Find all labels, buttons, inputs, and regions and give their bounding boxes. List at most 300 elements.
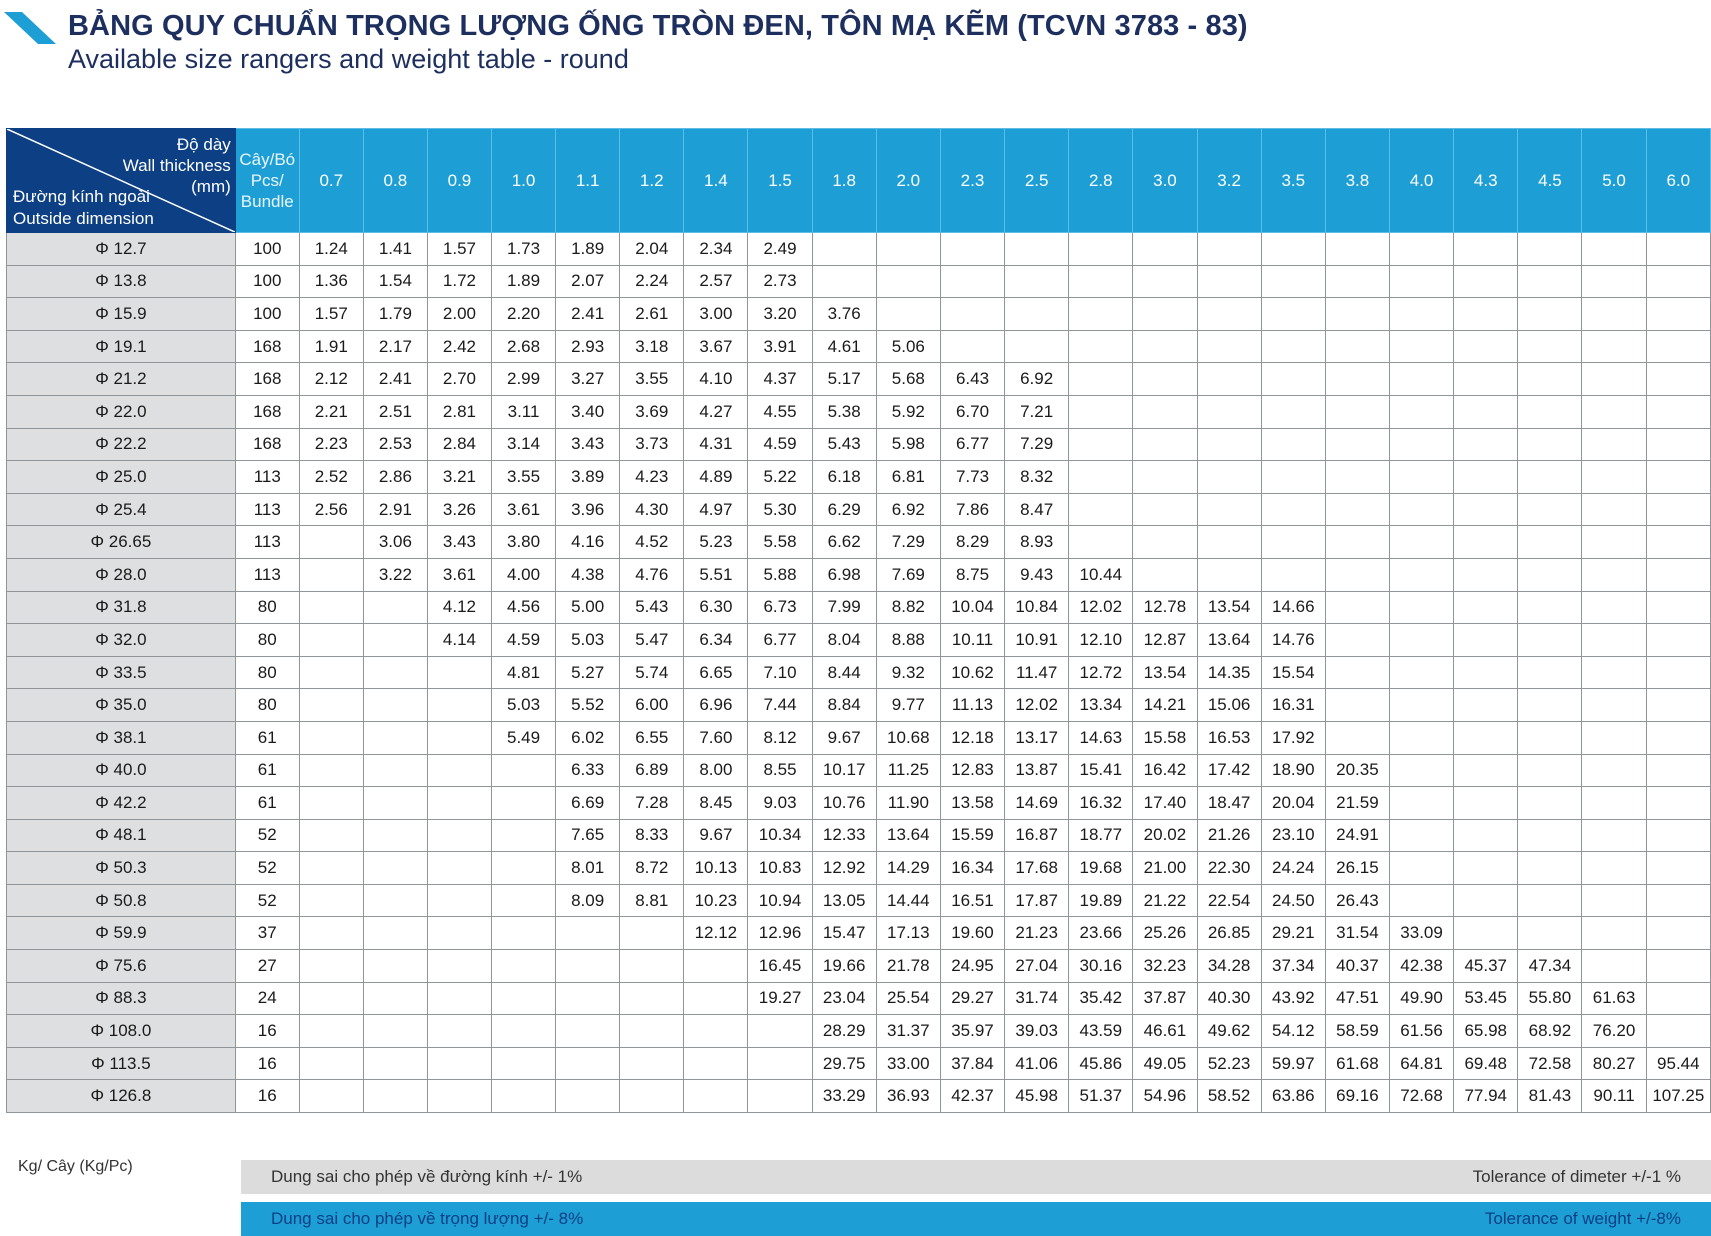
weight-cell: [1197, 428, 1261, 461]
weight-cell: [427, 819, 491, 852]
thickness-header: 1.8: [812, 129, 876, 233]
weight-cell: 10.04: [940, 591, 1004, 624]
weight-cell: 4.30: [620, 493, 684, 526]
weight-cell: 5.49: [492, 721, 556, 754]
weight-cell: 6.73: [748, 591, 812, 624]
weight-cell: 9.03: [748, 787, 812, 820]
weight-cell: [940, 233, 1004, 266]
pcs-per-bundle-cell: 113: [235, 493, 299, 526]
table-row: [7, 884, 1711, 917]
weight-cell: [299, 591, 363, 624]
weight-cell: [1261, 558, 1325, 591]
weight-cell: 7.28: [620, 787, 684, 820]
weight-cell: 6.62: [812, 526, 876, 559]
weight-cell: 39.03: [1005, 1015, 1069, 1048]
weight-cell: [1390, 330, 1454, 363]
weight-cell: 5.74: [620, 656, 684, 689]
weight-cell: 10.44: [1069, 558, 1133, 591]
table-row: [7, 1080, 1711, 1113]
weight-cell: [1646, 461, 1710, 494]
thickness-header: 3.0: [1133, 129, 1197, 233]
weight-cell: [1646, 787, 1710, 820]
pcs-per-bundle-cell: 24: [235, 982, 299, 1015]
weight-cell: 29.27: [940, 982, 1004, 1015]
weight-cell: [1582, 721, 1646, 754]
weight-cell: 2.86: [363, 461, 427, 494]
weight-cell: [363, 787, 427, 820]
outside-dimension-cell: Φ 25.0: [7, 461, 236, 494]
weight-cell: [1005, 330, 1069, 363]
weight-cell: [1518, 624, 1582, 657]
weight-cell: 5.06: [876, 330, 940, 363]
weight-cell: 2.07: [556, 265, 620, 298]
pcs-header-line1: Cây/Bó: [239, 150, 296, 169]
weight-cell: [299, 624, 363, 657]
weight-cell: [1582, 265, 1646, 298]
outside-dimension-cell: Φ 19.1: [7, 330, 236, 363]
weight-cell: 15.58: [1133, 721, 1197, 754]
weight-cell: 6.43: [940, 363, 1004, 396]
weight-cell: [556, 917, 620, 950]
weight-cell: 6.70: [940, 395, 1004, 428]
weight-cell: 2.93: [556, 330, 620, 363]
weight-cell: 1.57: [299, 298, 363, 331]
weight-cell: [1454, 884, 1518, 917]
weight-cell: 7.10: [748, 656, 812, 689]
weight-cell: 1.41: [363, 233, 427, 266]
weight-cell: 61.56: [1390, 1015, 1454, 1048]
weight-cell: [1325, 363, 1389, 396]
weight-cell: 43.59: [1069, 1015, 1133, 1048]
weight-cell: 51.37: [1069, 1080, 1133, 1113]
weight-cell: [1646, 819, 1710, 852]
weight-cell: 5.98: [876, 428, 940, 461]
weight-cell: [1518, 787, 1582, 820]
weight-cell: [1518, 591, 1582, 624]
weight-cell: [1133, 558, 1197, 591]
weight-cell: 3.80: [492, 526, 556, 559]
table-row: [7, 298, 1711, 331]
weight-cell: [620, 917, 684, 950]
weight-cell: [1069, 363, 1133, 396]
weight-cell: 2.04: [620, 233, 684, 266]
weight-cell: 12.87: [1133, 624, 1197, 657]
weight-cell: [1646, 265, 1710, 298]
weight-cell: [1390, 754, 1454, 787]
outside-dimension-cell: Φ 40.0: [7, 754, 236, 787]
weight-cell: 16.34: [940, 852, 1004, 885]
weight-cell: 1.54: [363, 265, 427, 298]
weight-cell: 45.86: [1069, 1047, 1133, 1080]
weight-cell: [1390, 526, 1454, 559]
weight-table: [6, 128, 1711, 1113]
thickness-header: 1.0: [492, 129, 556, 233]
weight-cell: 15.54: [1261, 656, 1325, 689]
weight-cell: [748, 1080, 812, 1113]
weight-cell: [1390, 493, 1454, 526]
weight-cell: [1390, 363, 1454, 396]
weight-cell: 7.99: [812, 591, 876, 624]
corner-top-line2: Wall thickness: [122, 156, 231, 175]
outside-dimension-cell: Φ 113.5: [7, 1047, 236, 1080]
weight-cell: [1197, 558, 1261, 591]
weight-cell: [1069, 526, 1133, 559]
weight-cell: 14.21: [1133, 689, 1197, 722]
weight-cell: [1069, 395, 1133, 428]
weight-cell: [1454, 852, 1518, 885]
weight-cell: [427, 787, 491, 820]
weight-cell: 3.43: [556, 428, 620, 461]
weight-cell: 3.14: [492, 428, 556, 461]
weight-cell: [1133, 298, 1197, 331]
weight-cell: 2.20: [492, 298, 556, 331]
weight-cell: 4.23: [620, 461, 684, 494]
weight-cell: [1325, 330, 1389, 363]
weight-cell: [1261, 233, 1325, 266]
weight-cell: [427, 884, 491, 917]
weight-cell: 2.00: [427, 298, 491, 331]
weight-cell: [1454, 624, 1518, 657]
weight-cell: 12.10: [1069, 624, 1133, 657]
weight-cell: 36.93: [876, 1080, 940, 1113]
pcs-per-bundle-cell: 168: [235, 428, 299, 461]
weight-cell: [1005, 265, 1069, 298]
weight-cell: 5.00: [556, 591, 620, 624]
weight-cell: 4.16: [556, 526, 620, 559]
thickness-header: 4.3: [1454, 129, 1518, 233]
weight-cell: 45.37: [1454, 950, 1518, 983]
weight-cell: [1518, 656, 1582, 689]
outside-dimension-cell: Φ 26.65: [7, 526, 236, 559]
weight-cell: 12.12: [684, 917, 748, 950]
pcs-per-bundle-cell: 100: [235, 265, 299, 298]
weight-cell: [1646, 363, 1710, 396]
weight-cell: [1069, 265, 1133, 298]
weight-cell: 2.84: [427, 428, 491, 461]
pcs-per-bundle-cell: 168: [235, 363, 299, 396]
weight-cell: [299, 819, 363, 852]
weight-cell: 6.02: [556, 721, 620, 754]
thickness-header: 0.9: [427, 129, 491, 233]
weight-cell: 77.94: [1454, 1080, 1518, 1113]
weight-cell: [299, 787, 363, 820]
weight-cell: 24.95: [940, 950, 1004, 983]
weight-cell: 53.45: [1454, 982, 1518, 1015]
weight-cell: 24.91: [1325, 819, 1389, 852]
weight-cell: 10.68: [876, 721, 940, 754]
weight-cell: [748, 1047, 812, 1080]
weight-cell: 25.54: [876, 982, 940, 1015]
weight-cell: [620, 950, 684, 983]
outside-dimension-label: [13, 186, 154, 230]
weight-cell: [1518, 493, 1582, 526]
weight-cell: 31.74: [1005, 982, 1069, 1015]
weight-cell: 3.11: [492, 395, 556, 428]
weight-cell: 12.83: [940, 754, 1004, 787]
weight-cell: 5.17: [812, 363, 876, 396]
weight-cell: [1582, 558, 1646, 591]
weight-cell: [1646, 852, 1710, 885]
weight-cell: 58.59: [1325, 1015, 1389, 1048]
weight-cell: 10.62: [940, 656, 1004, 689]
weight-cell: [1646, 656, 1710, 689]
weight-cell: 63.86: [1261, 1080, 1325, 1113]
outside-dimension-cell: Φ 48.1: [7, 819, 236, 852]
weight-cell: [1582, 233, 1646, 266]
weight-cell: [1390, 624, 1454, 657]
weight-cell: 19.60: [940, 917, 1004, 950]
weight-cell: 14.76: [1261, 624, 1325, 657]
weight-cell: [427, 950, 491, 983]
weight-cell: [427, 1015, 491, 1048]
weight-cell: 4.59: [748, 428, 812, 461]
weight-cell: 9.67: [812, 721, 876, 754]
corner-header: [7, 129, 236, 233]
weight-cell: 8.00: [684, 754, 748, 787]
weight-cell: 16.32: [1069, 787, 1133, 820]
table-row: [7, 591, 1711, 624]
weight-cell: [940, 298, 1004, 331]
weight-cell: 16.31: [1261, 689, 1325, 722]
weight-cell: 59.97: [1261, 1047, 1325, 1080]
weight-cell: 16.45: [748, 950, 812, 983]
weight-cell: [299, 1015, 363, 1048]
weight-cell: [1133, 233, 1197, 266]
weight-cell: 2.23: [299, 428, 363, 461]
weight-cell: [427, 689, 491, 722]
weight-cell: [1582, 591, 1646, 624]
weight-cell: [1518, 754, 1582, 787]
weight-cell: 7.60: [684, 721, 748, 754]
outside-dimension-cell: Φ 15.9: [7, 298, 236, 331]
weight-cell: 1.89: [492, 265, 556, 298]
weight-cell: [1518, 852, 1582, 885]
weight-cell: 13.05: [812, 884, 876, 917]
weight-cell: [1390, 428, 1454, 461]
weight-cell: 2.61: [620, 298, 684, 331]
weight-cell: 10.17: [812, 754, 876, 787]
weight-cell: [1069, 233, 1133, 266]
weight-cell: 2.53: [363, 428, 427, 461]
pcs-per-bundle-cell: 37: [235, 917, 299, 950]
thickness-header: 1.1: [556, 129, 620, 233]
weight-cell: 4.76: [620, 558, 684, 591]
weight-cell: 1.36: [299, 265, 363, 298]
weight-cell: [1069, 461, 1133, 494]
weight-cell: [363, 1047, 427, 1080]
weight-cell: [1005, 233, 1069, 266]
table-row: [7, 950, 1711, 983]
weight-cell: [1390, 787, 1454, 820]
weight-cell: [1325, 526, 1389, 559]
table-row: [7, 428, 1711, 461]
weight-cell: 4.81: [492, 656, 556, 689]
weight-cell: 14.69: [1005, 787, 1069, 820]
pcs-per-bundle-cell: 16: [235, 1080, 299, 1113]
weight-cell: 8.44: [812, 656, 876, 689]
weight-cell: 6.65: [684, 656, 748, 689]
weight-cell: [492, 1080, 556, 1113]
weight-cell: 5.92: [876, 395, 940, 428]
weight-cell: [1518, 819, 1582, 852]
weight-cell: 8.55: [748, 754, 812, 787]
thickness-header: 2.5: [1005, 129, 1069, 233]
weight-cell: [1390, 819, 1454, 852]
weight-cell: 12.33: [812, 819, 876, 852]
weight-cell: 3.73: [620, 428, 684, 461]
weight-cell: 3.91: [748, 330, 812, 363]
weight-cell: [1454, 493, 1518, 526]
weight-cell: 14.44: [876, 884, 940, 917]
pcs-per-bundle-cell: 61: [235, 754, 299, 787]
weight-cell: 2.70: [427, 363, 491, 396]
weight-cell: [1325, 265, 1389, 298]
weight-cell: 5.88: [748, 558, 812, 591]
pcs-per-bundle-cell: 113: [235, 461, 299, 494]
weight-cell: 10.94: [748, 884, 812, 917]
weight-cell: [1646, 721, 1710, 754]
weight-cell: 2.21: [299, 395, 363, 428]
thickness-header: 2.0: [876, 129, 940, 233]
pcs-per-bundle-cell: 100: [235, 233, 299, 266]
weight-cell: [1582, 624, 1646, 657]
weight-cell: [1390, 558, 1454, 591]
weight-cell: 28.29: [812, 1015, 876, 1048]
tolerance-diameter-en: Tolerance of dimeter +/-1 %: [1472, 1167, 1681, 1186]
weight-cell: 42.38: [1390, 950, 1454, 983]
weight-cell: [1518, 395, 1582, 428]
weight-cell: 3.27: [556, 363, 620, 396]
weight-cell: 46.61: [1133, 1015, 1197, 1048]
weight-cell: 4.10: [684, 363, 748, 396]
weight-cell: [1518, 363, 1582, 396]
weight-cell: [1325, 656, 1389, 689]
weight-cell: 2.12: [299, 363, 363, 396]
weight-cell: 27.04: [1005, 950, 1069, 983]
weight-cell: 7.29: [876, 526, 940, 559]
weight-cell: 17.92: [1261, 721, 1325, 754]
table-header-row: [7, 129, 1711, 233]
weight-cell: 6.69: [556, 787, 620, 820]
weight-cell: [363, 1080, 427, 1113]
weight-cell: 3.61: [492, 493, 556, 526]
table-row: [7, 461, 1711, 494]
weight-cell: [684, 1080, 748, 1113]
pcs-per-bundle-cell: 113: [235, 526, 299, 559]
weight-cell: [1582, 330, 1646, 363]
weight-cell: 11.47: [1005, 656, 1069, 689]
weight-cell: [299, 884, 363, 917]
table-row: [7, 689, 1711, 722]
weight-cell: 2.41: [363, 363, 427, 396]
pcs-per-bundle-cell: 80: [235, 591, 299, 624]
weight-cell: 7.73: [940, 461, 1004, 494]
weight-cell: [363, 591, 427, 624]
weight-cell: 10.13: [684, 852, 748, 885]
weight-cell: 16.53: [1197, 721, 1261, 754]
corner-bottom-line1: Đường kính ngoài: [13, 187, 150, 206]
weight-cell: 11.25: [876, 754, 940, 787]
weight-cell: [363, 917, 427, 950]
weight-cell: 12.78: [1133, 591, 1197, 624]
table-row: [7, 656, 1711, 689]
weight-cell: 31.37: [876, 1015, 940, 1048]
weight-cell: [1518, 265, 1582, 298]
weight-cell: 7.65: [556, 819, 620, 852]
weight-cell: 43.92: [1261, 982, 1325, 1015]
weight-cell: 6.55: [620, 721, 684, 754]
weight-cell: [1390, 298, 1454, 331]
page-title: BẢNG QUY CHUẨN TRỌNG LƯỢNG ỐNG TRÒN ĐEN, TÔN MẠ KẼM (TCVN 3783 - 83): [68, 10, 1248, 42]
weight-cell: [1582, 656, 1646, 689]
weight-cell: 3.76: [812, 298, 876, 331]
weight-cell: [299, 656, 363, 689]
thickness-header: 1.4: [684, 129, 748, 233]
weight-cell: 1.79: [363, 298, 427, 331]
weight-cell: [812, 233, 876, 266]
pcs-per-bundle-cell: 52: [235, 884, 299, 917]
weight-cell: 3.00: [684, 298, 748, 331]
weight-cell: [1261, 298, 1325, 331]
weight-cell: 8.72: [620, 852, 684, 885]
weight-cell: [1582, 852, 1646, 885]
weight-cell: 5.43: [620, 591, 684, 624]
weight-cell: 5.03: [492, 689, 556, 722]
weight-cell: 1.89: [556, 233, 620, 266]
weight-cell: [492, 982, 556, 1015]
weight-cell: [1582, 298, 1646, 331]
weight-cell: 3.96: [556, 493, 620, 526]
weight-cell: 5.30: [748, 493, 812, 526]
weight-cell: 49.90: [1390, 982, 1454, 1015]
weight-cell: 26.85: [1197, 917, 1261, 950]
weight-cell: [1582, 363, 1646, 396]
weight-cell: [1261, 428, 1325, 461]
weight-cell: [684, 1015, 748, 1048]
weight-cell: 49.05: [1133, 1047, 1197, 1080]
weight-cell: [1454, 265, 1518, 298]
weight-cell: 8.93: [1005, 526, 1069, 559]
weight-cell: [299, 917, 363, 950]
weight-cell: [556, 1015, 620, 1048]
weight-cell: 21.23: [1005, 917, 1069, 950]
weight-cell: 1.57: [427, 233, 491, 266]
thickness-header: 6.0: [1646, 129, 1710, 233]
table-row: [7, 233, 1711, 266]
weight-cell: 1.91: [299, 330, 363, 363]
tolerance-weight-en: Tolerance of weight +/-8%: [1484, 1209, 1681, 1228]
outside-dimension-cell: Φ 31.8: [7, 591, 236, 624]
weight-cell: 4.52: [620, 526, 684, 559]
weight-cell: 20.02: [1133, 819, 1197, 852]
weight-cell: 1.24: [299, 233, 363, 266]
weight-cell: 25.26: [1133, 917, 1197, 950]
weight-cell: [1133, 265, 1197, 298]
weight-cell: [620, 982, 684, 1015]
weight-cell: 4.27: [684, 395, 748, 428]
weight-cell: 35.42: [1069, 982, 1133, 1015]
weight-cell: [1005, 298, 1069, 331]
weight-cell: 65.98: [1454, 1015, 1518, 1048]
weight-cell: [1069, 493, 1133, 526]
weight-cell: 10.83: [748, 852, 812, 885]
weight-cell: 8.01: [556, 852, 620, 885]
weight-cell: 3.18: [620, 330, 684, 363]
weight-cell: 21.22: [1133, 884, 1197, 917]
weight-cell: [940, 265, 1004, 298]
weight-cell: 61.63: [1582, 982, 1646, 1015]
weight-cell: [1646, 982, 1710, 1015]
